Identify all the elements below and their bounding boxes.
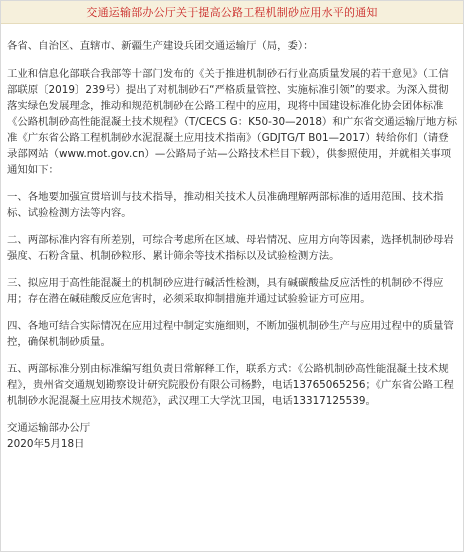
item-paragraph-4: 四、各地可结合实际情况在应用过程中制定实施细则，不断加强机制砂生产与应用过程中的质量管控，确保机制砂质量。 xyxy=(7,320,454,348)
issue-date: 2020年5月18日 xyxy=(7,438,85,450)
item-paragraph-3: 三、拟应用于高性能混凝土的机制砂应进行碱活性检测，具有碱碳酸盐反应活性的机制砂不得应用；存在潜在碱硅酸反应危害时，必须采取抑制措施并通过试验验证方可应用。 xyxy=(7,277,444,305)
salutation: 各省、自治区、直辖市、新疆生产建设兵团交通运输厅（局，委）： xyxy=(7,40,314,52)
notice-title: 交通运输部办公厅关于提高公路工程机制砂应用水平的通知 xyxy=(86,6,378,19)
issuer: 交通运输部办公厅 xyxy=(7,422,91,434)
notice-body xyxy=(1,24,463,452)
intro-paragraph: 工业和信息化部联合我部等十部门发布的《关于推进机制砂石行业高质量发展的若干意见》（工信部联原〔2019〕239号）提出了对机制砂石“严格质量管控、实施标准引领”的要求。为深入贯彻落实绿色发展理念，推动和规范机制砂在公路工程中的应用，现将中国建设标准化协会团体标准《公路机制砂高性能混凝土技术规程》（T/CECS G：K50-30—2018）和广东省交通运输厅地方标准《广东省公路工程机制砂水泥混凝土应用技术指南》（GDJTG/T B01—2017）转给你们（请登录部网站（www.mot.gov.cn）—公路局子站—公路技术栏目下载），供参照使用，并就相关事项通知如下： xyxy=(7,68,458,176)
item-paragraph-5: 五、两部标准分别由标准编写组负责日常解释工作，联系方式：《公路机制砂高性能混凝土技术规程》，贵州省交通规划勘察设计研究院股份有限公司杨黔，电话13765065256；《广东省公路工程机制砂水泥混凝土应用技术规范》，武汉理工大学沈卫国，电话13317125539。 xyxy=(7,363,454,407)
title-bar xyxy=(1,1,463,24)
item-paragraph-1: 一、各地要加强宣贯培训与技术指导，推动相关技术人员准确理解两部标准的适用范围、技术指标、试验检测方法等内容。 xyxy=(7,191,444,219)
item-paragraph-2: 二、两部标准内容有所差别，可综合考虑所在区域、母岩情况、应用方向等因素，选择机制砂母岩强度、石粉含量、机制砂粒形、累计筛余等技术指标以及试验检测方法。 xyxy=(7,234,454,262)
